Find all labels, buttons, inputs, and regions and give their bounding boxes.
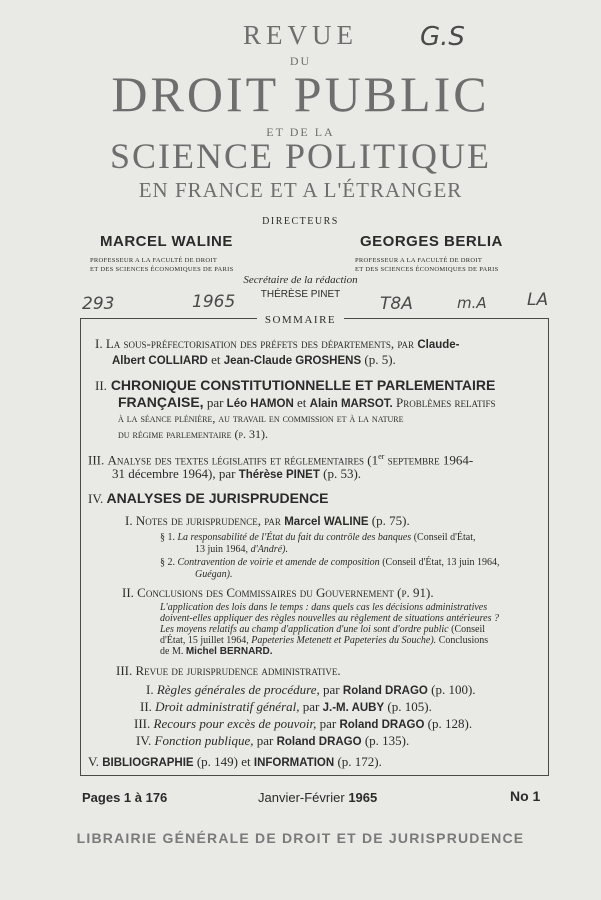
handwritten-note-top: G.S (420, 22, 465, 52)
header-droit-public: DROIT PUBLIC (111, 66, 490, 122)
toc-i-et: et (211, 352, 221, 367)
toc-iv1-s1-case: d'André). (250, 544, 288, 555)
toc-iv1-page: (p. 75). (371, 513, 410, 528)
toc-iii-num: III. (88, 452, 105, 468)
handwritten-code-3: LA (527, 290, 549, 310)
toc-iv2-line3-a: Les moyens relatifs au champ d'application d'une loi sont d'ordre public (160, 624, 449, 635)
toc-item-r3 (134, 716, 472, 733)
toc-r4-num: IV. (136, 733, 152, 748)
toc-r2-num: II. (140, 699, 152, 714)
toc-iv1-s2-num: § 2. (160, 557, 175, 568)
toc-item-iv-2 (122, 585, 434, 601)
toc-iv1-s2-court: (Conseil d'État, 13 juin 1964, (382, 557, 500, 568)
toc-r2-author: J.-M. AUBY (322, 702, 385, 714)
toc-iv2-author: Michel BERNARD. (185, 646, 273, 657)
toc-ii-et: et (297, 395, 307, 410)
toc-iv1-author: Marcel WALINE (284, 516, 369, 528)
footer-pages: Pages 1 à 176 (82, 790, 168, 805)
footer-number: No 1 (510, 788, 541, 804)
director-left-title-2: ET DES SCIENCES ÉCONOMIQUES DE PARIS (90, 266, 234, 273)
toc-r3-author: Roland DRAGO (339, 719, 425, 731)
toc-r3-page: (p. 128). (427, 716, 473, 731)
toc-r2-par: par (302, 699, 320, 714)
toc-iv1-s1-num: § 1. (160, 532, 175, 543)
toc-iv2-line4-b: Papeteries Metenett et Papeteries du Souche). (251, 635, 437, 646)
toc-i-author-2: Jean-Claude GROSHENS (223, 355, 362, 367)
toc-r3-par: par (319, 716, 337, 731)
toc-ii-par: par (206, 395, 224, 410)
sommaire-title-wrap (0, 310, 601, 328)
toc-ii-title-2: FRANÇAISE, (118, 394, 204, 410)
toc-iv2-title: Conclusions des Commissaires du Gouvernement (p. 91). (137, 585, 434, 600)
header-du: DU (289, 54, 312, 68)
toc-iv1-s1-court: (Conseil d'État, (413, 532, 476, 543)
toc-r3-num: III. (134, 716, 151, 731)
toc-iv1-s1-date: 13 juin 1964, (195, 544, 249, 555)
toc-r4-title: Fonction publique, (154, 733, 254, 748)
header-subtitle: EN FRANCE ET A L'ÉTRANGER (138, 178, 463, 202)
toc-i-author-1a: Claude- (417, 339, 460, 351)
director-right-title-1: PROFESSEUR A LA FACULTÉ DE DROIT (355, 257, 483, 264)
footer-date (258, 790, 377, 805)
toc-r1-title: Règles générales de procédure, (156, 682, 320, 697)
toc-item-r1 (146, 682, 476, 699)
handwritten-code-2: m.A (457, 294, 487, 312)
toc-iv3-num: III. (116, 663, 133, 678)
toc-item-v (88, 754, 382, 771)
toc-iv-num: IV. (88, 491, 104, 506)
header-et-de-la: ET DE LA (266, 125, 335, 139)
director-right-name: GEORGES BERLIA (360, 233, 503, 250)
toc-ii-subtitle-1: Problèmes relatifs (395, 395, 496, 410)
toc-v-biblio-page: (p. 149) (196, 754, 239, 769)
toc-iii-sup: er (378, 452, 385, 461)
toc-r1-num: I. (146, 682, 154, 697)
toc-iv1-num: I. (125, 513, 133, 528)
toc-item-i-cont (112, 352, 396, 369)
header-revue: REVUE (243, 20, 358, 50)
toc-r2-page: (p. 105). (387, 699, 432, 714)
header-science-politique: SCIENCE POLITIQUE (110, 136, 491, 176)
toc-iv1-s2-title: Contravention de voirie et amende de composition (177, 557, 380, 568)
toc-v-biblio: BIBLIOGRAPHIE (102, 757, 194, 769)
toc-r3-title: Recours pour excès de pouvoir, (153, 716, 317, 731)
toc-v-num: V. (88, 754, 99, 769)
director-left-name: MARCEL WALINE (100, 233, 233, 250)
toc-iv2-line2: doivent-elles appliquer des règles nouvelles au règlement de situations antérieures ? (160, 613, 500, 624)
toc-item-r4 (136, 733, 409, 750)
toc-iv2-num: II. (122, 585, 134, 600)
secretary-name: THÉRÈSE PINET (260, 289, 341, 300)
toc-ii-num: II. (95, 378, 107, 393)
toc-i-author-1b: Albert COLLIARD (112, 355, 208, 367)
sommaire-title: SOMMAIRE (257, 314, 344, 326)
toc-i-num: I. (95, 336, 103, 351)
toc-i-title: La sous-préfectorisation des préfets des départements, par (105, 336, 415, 351)
toc-r2-title: Droit administratif général, (155, 699, 300, 714)
toc-r1-author: Roland DRAGO (342, 685, 428, 697)
toc-iii-title-1: Analyse des textes législatifs et réglementaires (1 (107, 452, 379, 468)
director-left-title-1: PROFESSEUR A LA FACULTÉ DE DROIT (90, 257, 218, 264)
toc-ii-author-2: Alain MARSOT. (309, 398, 393, 410)
toc-iii-title-3: 31 décembre 1964), par (112, 466, 236, 481)
toc-item-i (95, 336, 459, 353)
toc-iii-author: Thérèse PINET (238, 469, 320, 481)
toc-item-iv (88, 490, 329, 507)
toc-v-et: et (241, 754, 251, 769)
toc-iii-page: (p. 53). (323, 466, 362, 481)
toc-iv2-line5 (160, 646, 273, 658)
toc-ii-author-1: Léo HAMON (226, 398, 294, 410)
toc-iv2-line1: L'application des lois dans le temps : dans quels cas les décisions administratives (160, 602, 488, 613)
toc-ii-subtitle-3: du régime parlementaire (p. 31). (118, 427, 268, 441)
publisher: LIBRAIRIE GÉNÉRALE DE DROIT ET DE JURISPRUDENCE (76, 830, 525, 846)
toc-iv1-s1-title: La responsabilité de l'État du fait du contrôle des banques (177, 532, 412, 543)
toc-r4-page: (p. 135). (364, 733, 410, 748)
toc-item-r2 (140, 699, 432, 716)
toc-iv1-s2-case: Guégan). (195, 569, 233, 580)
toc-r1-page: (p. 100). (431, 682, 476, 697)
toc-i-page: (p. 5). (364, 352, 396, 367)
toc-ii-subtitle-2: à la séance plénière, au travail en commission et à la nature (118, 411, 404, 425)
toc-iv1-sub2 (160, 557, 500, 569)
toc-iv1-sub1 (160, 532, 476, 544)
toc-iv2-line5-a: de M. (160, 646, 184, 657)
toc-iv2-line4-a: d'État, 15 juillet 1964, (160, 635, 249, 646)
toc-item-iv-1 (125, 513, 410, 530)
toc-r1-par: par (323, 682, 340, 697)
toc-v-info: INFORMATION (253, 757, 335, 769)
toc-iv1-title: Notes de jurisprudence, par (135, 513, 281, 528)
toc-item-ii (95, 377, 495, 394)
toc-item-iv-3 (116, 663, 341, 679)
toc-v-info-page: (p. 172). (337, 754, 382, 769)
footer-months: Janvier-Février (258, 790, 345, 805)
toc-iv3-title: Revue de jurisprudence administrative. (135, 663, 341, 678)
handwritten-number-1: 293 (82, 294, 115, 314)
handwritten-number-2: 1965 (192, 292, 236, 312)
toc-iii-title-2: septembre 1964- (387, 452, 474, 468)
secretary-label: Secrétaire de la rédaction (243, 274, 358, 286)
toc-item-iii-cont (112, 466, 361, 483)
footer-year: 1965 (348, 790, 378, 805)
toc-ii-title-1: CHRONIQUE CONSTITUTIONNELLE ET PARLEMENTAIRE (110, 377, 496, 393)
toc-iv1-sub1-cont (195, 544, 288, 556)
handwritten-code-1: T8A (380, 294, 413, 314)
director-right-title-2: ET DES SCIENCES ÉCONOMIQUES DE PARIS (355, 266, 499, 273)
directors-label: DIRECTEURS (262, 216, 339, 227)
toc-iv2-line4-c: Conclusions (438, 635, 489, 646)
toc-iv-title: ANALYSES DE JURISPRUDENCE (106, 490, 329, 506)
toc-r4-par: par (256, 733, 274, 748)
toc-r4-author: Roland DRAGO (276, 736, 362, 748)
toc-iv2-line3-b: (Conseil (451, 624, 486, 635)
